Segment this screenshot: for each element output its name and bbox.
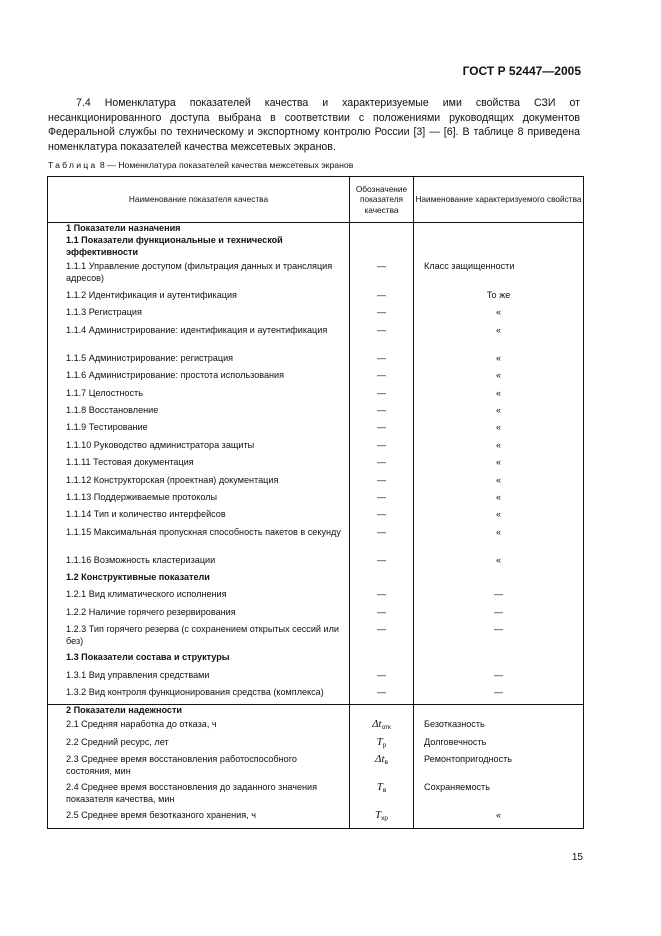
indicator-symbol: — [350, 405, 414, 422]
characterized-property: « [414, 555, 584, 572]
indicator-name: 1.1.5 Администрирование: регистрация [48, 353, 350, 370]
table-row [48, 475, 584, 492]
characterized-property: « [414, 457, 584, 474]
indicator-name: 2.4 Среднее время восстановления до заданного значения показателя качества, мин [48, 782, 350, 810]
characterized-property: — [414, 624, 584, 652]
indicator-symbol [350, 719, 414, 736]
characterized-property: — [414, 607, 584, 624]
characterized-property: Сохраняемость [414, 782, 584, 810]
table-row [48, 527, 584, 555]
indicator-symbol: — [350, 370, 414, 387]
symbol-subscript: отк [381, 724, 391, 732]
page-number: 15 [571, 852, 583, 863]
intro-text: 7.4 Номенклатура показателей качества и характеризуемые ими свойства СЗИ от несанкционированного доступа выбрана в соответствии с положениями руководящих документов Федеральной службы по техническому и экспортному контролю России [3] — [6]. В таблице 8 приведена номенклатура показателей качества межсетевых экранов. [48, 97, 580, 153]
table-header-row [48, 177, 584, 223]
symbol-main: Δt [375, 753, 385, 766]
table-row [48, 261, 584, 290]
indicator-name: 1.1.8 Восстановление [48, 405, 350, 422]
indicator-symbol: — [350, 509, 414, 526]
characterized-property: « [414, 325, 584, 353]
quality-indicators-table [47, 176, 584, 829]
symbol-subscript: р [382, 741, 387, 749]
characterized-property: « [414, 527, 584, 555]
symbol-main: T [376, 781, 383, 794]
table-row [48, 589, 584, 606]
table-caption-prefix: Таблица [48, 160, 98, 170]
characterized-property: « [414, 422, 584, 439]
indicator-name: 2.2 Средний ресурс, лет [48, 737, 350, 754]
indicator-symbol: — [350, 555, 414, 572]
table-row [48, 670, 584, 687]
indicator-symbol: — [350, 325, 414, 353]
table-row [48, 607, 584, 624]
characterized-property: — [414, 687, 584, 705]
table-row [48, 624, 584, 652]
indicator-symbol: — [350, 624, 414, 652]
indicator-symbol: — [350, 457, 414, 474]
indicator-name: 1.2.1 Вид климатического исполнения [48, 589, 350, 606]
indicator-name: 2.5 Среднее время безотказного хранения, ч [48, 810, 350, 828]
indicator-symbol: — [350, 589, 414, 606]
indicator-symbol [350, 782, 414, 810]
section-heading-row [48, 572, 584, 589]
header-property-name: Наименование характеризуемого свойства [414, 177, 584, 223]
empty-cell [414, 235, 584, 261]
table-row [48, 555, 584, 572]
empty-cell [414, 652, 584, 669]
indicator-name: 1.1.3 Регистрация [48, 307, 350, 324]
table-row [48, 737, 584, 754]
indicator-symbol: — [350, 307, 414, 324]
indicator-symbol: — [350, 607, 414, 624]
indicator-name: 1.2.3 Тип горячего резерва (с сохранением открытых сессий или без) [48, 624, 350, 652]
indicator-name: 1.1.16 Возможность кластеризации [48, 555, 350, 572]
characterized-property: « [414, 509, 584, 526]
table-row [48, 307, 584, 324]
section-heading: 1.2 Конструктивные показатели [48, 572, 350, 589]
indicator-symbol: — [350, 527, 414, 555]
characterized-property: Долговечность [414, 737, 584, 754]
table-caption-text: 8 — Номенклатура показателей качества межсетевых экранов [97, 160, 354, 170]
empty-cell [350, 235, 414, 261]
table-section-1 [48, 223, 584, 705]
table-row [48, 719, 584, 736]
section-heading: 1.1 Показатели функциональные и технической эффективности [48, 235, 350, 261]
characterized-property: « [414, 492, 584, 509]
empty-cell [350, 705, 414, 720]
indicator-name: 1.1.1 Управление доступом (фильтрация данных и трансляция адресов) [48, 261, 350, 290]
table-caption [48, 160, 353, 170]
indicator-name: 1.3.1 Вид управления средствами [48, 670, 350, 687]
symbol-main: Δt [372, 718, 382, 731]
indicator-name: 1.1.4 Администрирование: идентификация и аутентификация [48, 325, 350, 353]
header-indicator-name: Наименование показателя качества [48, 177, 350, 223]
indicator-name: 1.1.13 Поддерживаемые протоколы [48, 492, 350, 509]
empty-cell [350, 652, 414, 669]
indicator-symbol: — [350, 353, 414, 370]
characterized-property: « [414, 307, 584, 324]
indicator-symbol: — [350, 422, 414, 439]
table-row [48, 782, 584, 810]
characterized-property: Ремонтопригодность [414, 754, 584, 782]
section-heading-row [48, 223, 584, 236]
characterized-property: « [414, 370, 584, 387]
indicator-name: 1.1.11 Тестовая документация [48, 457, 350, 474]
section-heading-row [48, 235, 584, 261]
table-row [48, 509, 584, 526]
indicator-name: 2.1 Средняя наработка до отказа, ч [48, 719, 350, 736]
characterized-property: « [414, 353, 584, 370]
indicator-name: 1.3.2 Вид контроля функционирования средства (комплекса) [48, 687, 350, 705]
characterized-property: « [414, 810, 584, 828]
table-row [48, 440, 584, 457]
indicator-symbol: — [350, 388, 414, 405]
indicator-symbol: — [350, 670, 414, 687]
table-row [48, 810, 584, 828]
table-row [48, 687, 584, 705]
table-row [48, 388, 584, 405]
indicator-symbol: — [350, 475, 414, 492]
table-row [48, 405, 584, 422]
indicator-symbol: — [350, 261, 414, 290]
indicator-name: 1.1.15 Максимальная пропускная способность пакетов в секунду [48, 527, 350, 555]
section-heading-row [48, 652, 584, 669]
symbol-subscript: хр [381, 815, 388, 823]
indicator-symbol: — [350, 687, 414, 705]
empty-cell [414, 223, 584, 236]
table-row [48, 457, 584, 474]
indicator-name: 1.1.2 Идентификация и аутентификация [48, 290, 350, 307]
section-heading: 1.3 Показатели состава и структуры [48, 652, 350, 669]
characterized-property: « [414, 388, 584, 405]
characterized-property: « [414, 440, 584, 457]
section-heading-row [48, 705, 584, 720]
indicator-name: 1.1.6 Администрирование: простота использования [48, 370, 350, 387]
indicator-name: 2.3 Среднее время восстановления работоспособного состояния, мин [48, 754, 350, 782]
characterized-property: Безотказность [414, 719, 584, 736]
table-row [48, 370, 584, 387]
table-row [48, 353, 584, 370]
symbol-subscript: в [382, 787, 387, 795]
section-heading: 2 Показатели надежности [48, 705, 350, 720]
indicator-name: 1.1.14 Тип и количество интерфейсов [48, 509, 350, 526]
characterized-property: « [414, 405, 584, 422]
table-row [48, 754, 584, 782]
symbol-main: T [375, 809, 382, 822]
table-section-2 [48, 705, 584, 828]
header-indicator-symbol: Обозначение показателя качества [350, 177, 414, 223]
indicator-name: 1.1.7 Целостность [48, 388, 350, 405]
characterized-property: — [414, 589, 584, 606]
characterized-property: Класс защищенности [414, 261, 584, 290]
characterized-property: — [414, 670, 584, 687]
indicator-name: 1.1.12 Конструкторская (проектная) документация [48, 475, 350, 492]
empty-cell [350, 572, 414, 589]
indicator-symbol: — [350, 492, 414, 509]
empty-cell [414, 572, 584, 589]
indicator-symbol: — [350, 290, 414, 307]
characterized-property: « [414, 475, 584, 492]
characterized-property: То же [414, 290, 584, 307]
table-row [48, 422, 584, 439]
table-row [48, 325, 584, 353]
symbol-main: T [376, 735, 383, 748]
indicator-symbol [350, 737, 414, 754]
indicator-name: 1.1.9 Тестирование [48, 422, 350, 439]
empty-cell [350, 223, 414, 236]
empty-cell [414, 705, 584, 720]
indicator-symbol [350, 754, 414, 782]
symbol-subscript: в [384, 759, 388, 767]
table-row [48, 290, 584, 307]
indicator-name: 1.2.2 Наличие горячего резервирования [48, 607, 350, 624]
table-row [48, 492, 584, 509]
indicator-symbol [350, 810, 414, 828]
intro-paragraph [48, 96, 580, 154]
document-code: ГОСТ Р 52447—2005 [462, 64, 581, 78]
indicator-name: 1.1.10 Руководство администратора защиты [48, 440, 350, 457]
section-heading: 1 Показатели назначения [48, 223, 350, 236]
indicator-symbol: — [350, 440, 414, 457]
